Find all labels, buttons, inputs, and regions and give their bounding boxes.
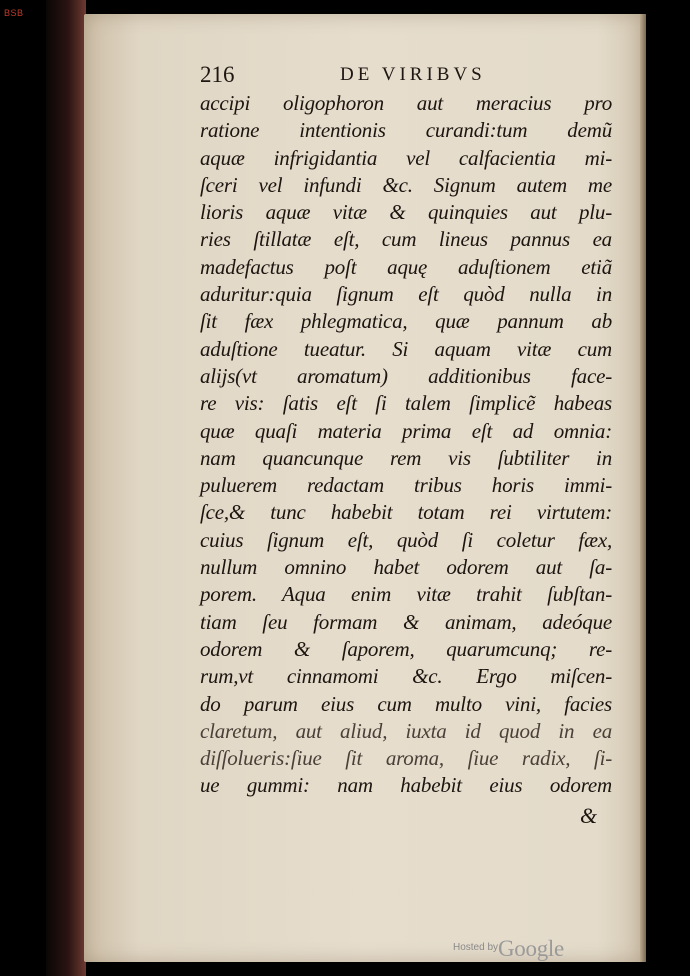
text-line: diſſolueris:ſiue ſit aroma, ſiue radix, ſi- bbox=[200, 746, 612, 771]
text-line: ratione intentionis curandi:tum demũ bbox=[200, 118, 612, 143]
text-line: ries ſtillatæ eſt, cum lineus pannus ea bbox=[200, 227, 612, 252]
text-line: ſceri vel infundi &c. Signum autem me bbox=[200, 172, 612, 197]
text-line: ſit fæx phlegmatica, quæ pannum ab bbox=[200, 309, 612, 334]
text-line: accipi oligophoron aut meracius pro bbox=[200, 91, 612, 115]
running-title: DE VIRIBVS bbox=[340, 64, 486, 85]
text-line: do parum eius cum multo vini, facies bbox=[200, 691, 612, 716]
text-line: lioris aquæ vitæ & quinquies aut plu- bbox=[200, 200, 612, 225]
text-line: odorem & ſaporem, quarumcunq; re- bbox=[200, 636, 612, 661]
text-line: tiam ſeu formam & animam, adeóque bbox=[200, 609, 612, 634]
text-line: aquæ infrigidantia vel calfacientia mi- bbox=[200, 145, 612, 170]
library-stamp: BSB bbox=[4, 8, 24, 18]
page-number: 216 bbox=[200, 62, 235, 87]
text-line: rum,vt cinnamomi &c. Ergo miſcen- bbox=[200, 664, 612, 689]
text-line: quæ quaſi materia prima eſt ad omnia: bbox=[200, 418, 612, 443]
google-logo: Google bbox=[498, 936, 564, 961]
text-line: alijs(vt aromatum) additionibus face- bbox=[200, 363, 612, 388]
hosted-by-label: Hosted by bbox=[453, 942, 499, 953]
page-edge bbox=[640, 14, 646, 962]
text-line: aduſtione tueatur. Si aquam vitæ cum bbox=[200, 336, 612, 361]
text-line: re vis: ſatis eſt ſi talem ſimplicẽ habeas bbox=[200, 391, 612, 416]
running-head bbox=[198, 62, 608, 92]
facing-page-shadow bbox=[46, 0, 86, 976]
text-line: nam quancunque rem vis ſubtiliter in bbox=[200, 445, 612, 470]
text-line: aduritur:quia ſignum eſt quòd nulla in bbox=[200, 282, 612, 307]
text-line: nullum omnino habet odorem aut ſa- bbox=[200, 555, 612, 580]
text-line: ue gummi: nam habebit eius odorem bbox=[200, 773, 612, 798]
text-line: ſce,& tunc habebit totam rei virtutem: bbox=[200, 500, 612, 525]
text-line: puluerem redactam tribus horis immi- bbox=[200, 473, 612, 498]
catchword: & bbox=[580, 803, 598, 828]
text-line: madefactus poſt aquę aduſtionem etiã bbox=[200, 254, 612, 279]
text-line: cuius ſignum eſt, quòd ſi coletur fæx, bbox=[200, 527, 612, 552]
body-text bbox=[200, 90, 612, 800]
text-line: porem. Aqua enim vitæ trahit ſubſtan- bbox=[200, 582, 612, 607]
text-line: claretum, aut aliud, iuxta id quod in ea bbox=[200, 718, 612, 743]
